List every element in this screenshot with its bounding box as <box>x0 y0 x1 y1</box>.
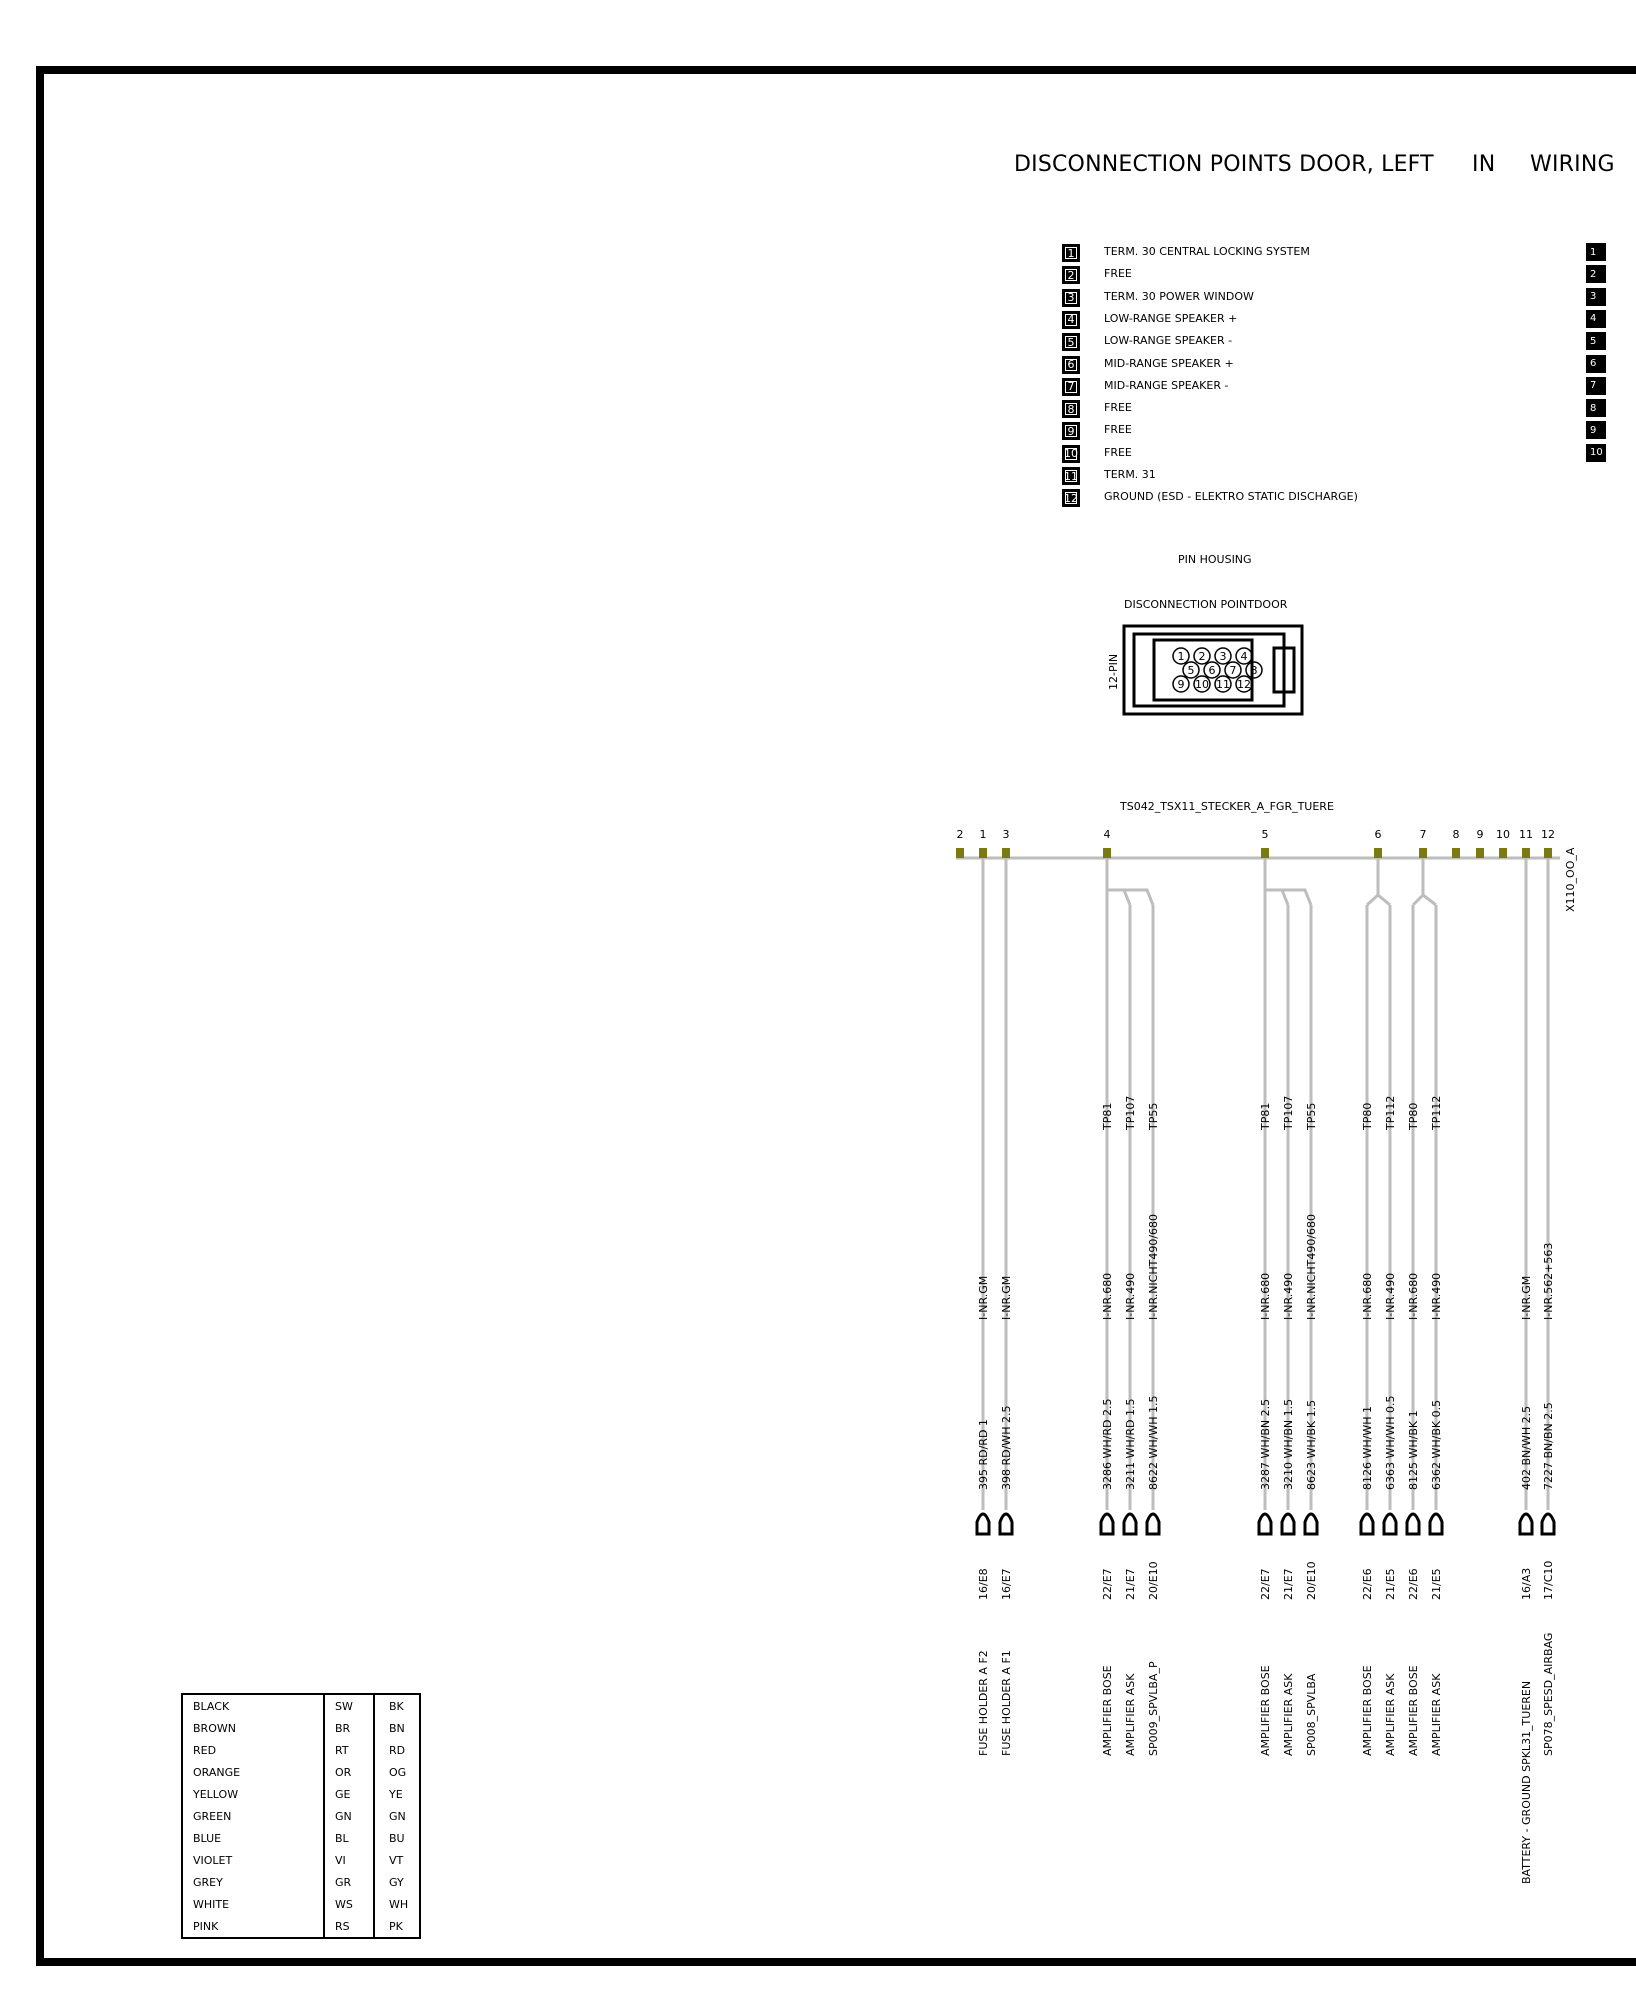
pin-number: 2 <box>1062 266 1080 284</box>
pin-number: 12 <box>1062 489 1080 507</box>
legend-color-name: YELLOW <box>193 1787 239 1801</box>
wire-terminal <box>1259 1514 1271 1534</box>
title-in: IN <box>1472 152 1496 177</box>
legend-color-name: GREEN <box>193 1809 232 1823</box>
harness-pin <box>1374 848 1382 858</box>
wire-grid-ref: 22/E6 <box>1407 1568 1420 1600</box>
pin-description: LOW-RANGE SPEAKER + <box>1104 311 1238 325</box>
legend-row <box>182 1871 420 1893</box>
connector-pin-number: 9 <box>1177 678 1185 691</box>
pin-number: 1 <box>1062 244 1080 262</box>
harness-side-label: X110_OO_A <box>1564 847 1577 912</box>
test-point-label: TP81 <box>1259 1102 1272 1130</box>
wire-inr-label: I-NR.490 <box>1430 1272 1443 1320</box>
wire-code-label: 7227 BN/BN 2.5 <box>1542 1402 1555 1490</box>
right-pin-number: 8 <box>1586 399 1606 417</box>
legend-code-de: RS <box>324 1915 374 1938</box>
wire-code-label: 8623 WH/BK 1.5 <box>1305 1399 1318 1490</box>
pin-description: GROUND (ESD - ELEKTRO STATIC DISCHARGE) <box>1104 490 1358 504</box>
pin-description: TERM. 31 <box>1104 468 1156 481</box>
legend-code-en: VT <box>374 1849 420 1871</box>
legend-code-de: GN <box>324 1805 374 1827</box>
test-point-label: TP107 <box>1282 1095 1295 1130</box>
legend-row <box>182 1915 420 1938</box>
right-pin-number: 7 <box>1586 377 1606 395</box>
wire-terminal <box>1000 1514 1012 1534</box>
pin-description: FREE <box>1104 445 1132 459</box>
wire-branch <box>1265 890 1288 905</box>
test-point-label: TP81 <box>1101 1102 1114 1130</box>
wire-grid-ref: 22/E7 <box>1259 1568 1272 1600</box>
harness-pin <box>1544 848 1552 858</box>
wire-branch <box>1423 895 1436 905</box>
wire-destination: AMPLIFIER BOSE <box>1101 1665 1114 1756</box>
harness-pin <box>1476 848 1484 858</box>
wire-grid-ref: 16/E8 <box>977 1568 990 1600</box>
test-point-label: TP80 <box>1407 1102 1420 1130</box>
wire-code-label: 6362 WH/BK 0.5 <box>1430 1399 1443 1490</box>
legend-code-en: OG <box>374 1761 420 1783</box>
connector-pin-number: 6 <box>1208 664 1216 677</box>
test-point-label: TP55 <box>1305 1102 1318 1130</box>
legend-color-name: ORANGE <box>193 1765 241 1779</box>
pin-number: 10 <box>1062 445 1080 463</box>
wire-grid-ref: 22/E7 <box>1101 1568 1114 1600</box>
harness-pin-number: 3 <box>1002 828 1010 841</box>
test-point-label: TP55 <box>1147 1102 1160 1130</box>
wire-inr-label: I-NR.680 <box>1259 1272 1272 1320</box>
wire-code-label: 8622 WH/WH 1.5 <box>1147 1395 1160 1490</box>
legend-color-name: BLUE <box>193 1831 222 1845</box>
wire-code-label: 6363 WH/WH 0.5 <box>1384 1395 1397 1490</box>
legend-code-en: GY <box>374 1871 420 1893</box>
pin-number: 9 <box>1062 422 1080 440</box>
legend-code-de: SW <box>324 1694 374 1717</box>
wire-inr-label: I-NR.GM <box>977 1275 990 1320</box>
title-main: DISCONNECTION POINTS DOOR, LEFT <box>1014 152 1434 177</box>
wire-terminal <box>1361 1514 1373 1534</box>
wire-code-label: 395 RD/RD 1 <box>977 1419 990 1490</box>
wire-grid-ref: 16/A3 <box>1520 1567 1533 1600</box>
wire-terminal <box>1101 1514 1113 1534</box>
right-pin-number: 3 <box>1586 288 1606 306</box>
wire-destination: AMPLIFIER BOSE <box>1407 1665 1420 1756</box>
wire-branch <box>1367 858 1378 905</box>
right-pin-number: 9 <box>1586 421 1606 439</box>
pin-description: MID-RANGE SPEAKER - <box>1104 378 1229 392</box>
harness-pin-number: 1 <box>979 828 987 841</box>
pin-description: FREE <box>1104 423 1132 437</box>
pin-housing-label: PIN HOUSING <box>1178 553 1252 566</box>
wire-destination: FUSE HOLDER A F1 <box>1000 1650 1013 1756</box>
pin-description: FREE <box>1104 267 1132 281</box>
wire-inr-label: I-NR.490 <box>1384 1272 1397 1320</box>
wire-code-label: 3286 WH/RD 2.5 <box>1101 1398 1114 1490</box>
right-pin-number: 6 <box>1586 355 1606 373</box>
wire-inr-label: I-NR.490 <box>1282 1272 1295 1320</box>
wire-inr-label: I-NR.GM <box>1000 1275 1013 1320</box>
harness-pin <box>1522 848 1530 858</box>
legend-code-en: BK <box>374 1694 420 1717</box>
connector-pin-number: 8 <box>1250 664 1258 677</box>
connector-pin-number: 2 <box>1198 650 1206 663</box>
harness-pin-number: 8 <box>1452 828 1460 841</box>
harness-pin <box>1499 848 1507 858</box>
wire-destination: BATTERY - GROUND SPKL31_TUEREN <box>1520 1680 1533 1884</box>
wire-destination: AMPLIFIER ASK <box>1124 1673 1137 1756</box>
wire-destination: AMPLIFIER ASK <box>1430 1673 1443 1756</box>
pin-number: 7 <box>1062 378 1080 396</box>
wire-terminal <box>1282 1514 1294 1534</box>
wire-code-label: 8126 WH/WH 1 <box>1361 1406 1374 1490</box>
wire-destination: AMPLIFIER ASK <box>1384 1673 1397 1756</box>
pin-description: MID-RANGE SPEAKER + <box>1104 356 1234 370</box>
wire-grid-ref: 20/E10 <box>1147 1561 1160 1600</box>
legend-color-name: GREY <box>193 1875 223 1889</box>
wire-terminal <box>977 1514 989 1534</box>
wire-code-label: 3287 WH/BN 2.5 <box>1259 1398 1272 1490</box>
harness-pin <box>979 848 987 858</box>
harness-pin-number: 9 <box>1476 828 1484 841</box>
wire-grid-ref: 20/E10 <box>1305 1561 1318 1600</box>
legend-code-de: GE <box>324 1783 374 1805</box>
wire-grid-ref: 21/E7 <box>1124 1568 1137 1600</box>
pin-description: LOW-RANGE SPEAKER - <box>1104 334 1233 348</box>
right-pin-number: 10 <box>1586 444 1606 462</box>
wire-grid-ref: 17/C10 <box>1542 1560 1555 1600</box>
legend-row <box>182 1739 420 1761</box>
wire-destination: SP009_SPVLBA_P <box>1147 1661 1160 1756</box>
wire-branch <box>1378 895 1390 905</box>
connector-pin-number: 5 <box>1187 664 1195 677</box>
test-point-label: TP80 <box>1361 1102 1374 1130</box>
pin-number: 6 <box>1062 356 1080 374</box>
wire-inr-label: I-NR.GM <box>1520 1275 1533 1320</box>
wire-inr-label: I-NR.680 <box>1407 1272 1420 1320</box>
wire-branch <box>1413 858 1423 905</box>
wire-code-label: 3211 WH/RD 1.5 <box>1124 1398 1137 1490</box>
wire-destination: SP078_SPESD_AIRBAG <box>1542 1632 1555 1756</box>
wire-terminal <box>1542 1514 1554 1534</box>
harness-pin <box>1452 848 1460 858</box>
legend-code-en: BU <box>374 1827 420 1849</box>
legend-row <box>182 1805 420 1827</box>
legend-row <box>182 1783 420 1805</box>
wire-grid-ref: 22/E6 <box>1361 1568 1374 1600</box>
harness-pin <box>1261 848 1269 858</box>
harness-pin-number: 12 <box>1541 828 1555 841</box>
wire-grid-ref: 21/E7 <box>1282 1568 1295 1600</box>
legend-row <box>182 1694 420 1717</box>
wire-terminal <box>1147 1514 1159 1534</box>
legend-code-de: RT <box>324 1739 374 1761</box>
wire-branch <box>1107 890 1130 905</box>
wire-destination: AMPLIFIER BOSE <box>1259 1665 1272 1756</box>
color-legend <box>181 1693 421 1939</box>
harness-pin-number: 11 <box>1519 828 1533 841</box>
wire-terminal <box>1430 1514 1442 1534</box>
connector-pin-number: 3 <box>1219 650 1227 663</box>
wire-inr-label: I-NR.562+563 <box>1542 1242 1555 1320</box>
right-pin-number: 1 <box>1586 243 1606 261</box>
wire-code-label: 402 BN/WH 2.5 <box>1520 1405 1533 1490</box>
test-point-label: TP112 <box>1384 1095 1397 1130</box>
legend-code-en: WH <box>374 1893 420 1915</box>
harness-pin <box>1103 848 1111 858</box>
wire-grid-ref: 21/E5 <box>1430 1568 1443 1600</box>
right-pin-number: 5 <box>1586 332 1606 350</box>
connector-pin-number: 1 <box>1177 650 1185 663</box>
pin-number: 3 <box>1062 289 1080 307</box>
legend-code-de: GR <box>324 1871 374 1893</box>
legend-code-de: BR <box>324 1717 374 1739</box>
right-pin-number: 4 <box>1586 310 1606 328</box>
test-point-label: TP112 <box>1430 1095 1443 1130</box>
legend-row <box>182 1717 420 1739</box>
wire-inr-label: I-NR.680 <box>1361 1272 1374 1320</box>
wire-inr-label: I-NR.NICHT490/680 <box>1147 1213 1160 1320</box>
connector-pin-number: 4 <box>1240 650 1248 663</box>
legend-code-de: OR <box>324 1761 374 1783</box>
legend-code-en: RD <box>374 1739 420 1761</box>
connector-label: DISCONNECTION POINTDOOR <box>1124 598 1288 611</box>
wire-inr-label: I-NR.680 <box>1101 1272 1114 1320</box>
wire-terminal <box>1305 1514 1317 1534</box>
wire-grid-ref: 21/E5 <box>1384 1568 1397 1600</box>
wire-terminal <box>1124 1514 1136 1534</box>
legend-color-name: WHITE <box>193 1897 230 1911</box>
right-pin-number: 2 <box>1586 265 1606 283</box>
legend-code-de: VI <box>324 1849 374 1871</box>
harness-pin-number: 5 <box>1261 828 1269 841</box>
pin-number: 4 <box>1062 311 1080 329</box>
connector-pin-number: 7 <box>1229 664 1237 677</box>
harness-pin-number: 4 <box>1103 828 1111 841</box>
legend-color-name: BLACK <box>193 1699 230 1713</box>
legend-color-name: PINK <box>193 1919 219 1933</box>
wire-destination: FUSE HOLDER A F2 <box>977 1650 990 1756</box>
wire-code-label: 3210 WH/BN 1.5 <box>1282 1398 1295 1490</box>
legend-row <box>182 1827 420 1849</box>
wire-terminal <box>1384 1514 1396 1534</box>
wire-code-label: 8125 WH/BK 1 <box>1407 1410 1420 1490</box>
pin-number: 5 <box>1062 333 1080 351</box>
connector-pin-number: 11 <box>1216 678 1230 691</box>
legend-code-en: YE <box>374 1783 420 1805</box>
connector-side-label: 12-PIN <box>1107 653 1120 690</box>
wire-grid-ref: 16/E7 <box>1000 1568 1013 1600</box>
legend-row <box>182 1893 420 1915</box>
harness-pin <box>1419 848 1427 858</box>
legend-row <box>182 1761 420 1783</box>
connector-pin-number: 10 <box>1195 678 1209 691</box>
wire-destination: AMPLIFIER ASK <box>1282 1673 1295 1756</box>
connector-pin-number: 12 <box>1237 678 1251 691</box>
legend-color-name: BROWN <box>193 1721 236 1735</box>
wire-terminal <box>1407 1514 1419 1534</box>
legend-color-name: RED <box>193 1743 217 1757</box>
title-wiring: WIRING <box>1530 152 1615 177</box>
test-point-label: TP107 <box>1124 1095 1137 1130</box>
wire-code-label: 398 RD/WH 2.5 <box>1000 1405 1013 1490</box>
legend-code-en: GN <box>374 1805 420 1827</box>
wire-inr-label: I-NR.NICHT490/680 <box>1305 1213 1318 1320</box>
legend-code-de: BL <box>324 1827 374 1849</box>
harness-pin-number: 2 <box>956 828 964 841</box>
harness-pin-number: 6 <box>1374 828 1382 841</box>
wire-destination: SP008_SPVLBA <box>1305 1673 1318 1756</box>
legend-code-en: PK <box>374 1915 420 1938</box>
pin-number: 11 <box>1062 467 1080 485</box>
harness-pin <box>956 848 964 858</box>
legend-row <box>182 1849 420 1871</box>
pin-description: TERM. 30 POWER WINDOW <box>1104 289 1254 303</box>
wire-destination: AMPLIFIER BOSE <box>1361 1665 1374 1756</box>
pin-description: TERM. 30 CENTRAL LOCKING SYSTEM <box>1104 245 1310 258</box>
legend-code-en: BN <box>374 1717 420 1739</box>
harness-name: TS042_TSX11_STECKER_A_FGR_TUERE <box>1120 800 1334 813</box>
connector-cavity <box>1154 640 1252 700</box>
wire-terminal <box>1520 1514 1532 1534</box>
harness-pin-number: 10 <box>1496 828 1510 841</box>
legend-code-de: WS <box>324 1893 374 1915</box>
wire-inr-label: I-NR.490 <box>1124 1272 1137 1320</box>
harness-pin <box>1002 848 1010 858</box>
pin-number: 8 <box>1062 400 1080 418</box>
harness-pin-number: 7 <box>1419 828 1427 841</box>
legend-color-name: VIOLET <box>193 1853 233 1867</box>
pin-description: FREE <box>1104 401 1132 415</box>
